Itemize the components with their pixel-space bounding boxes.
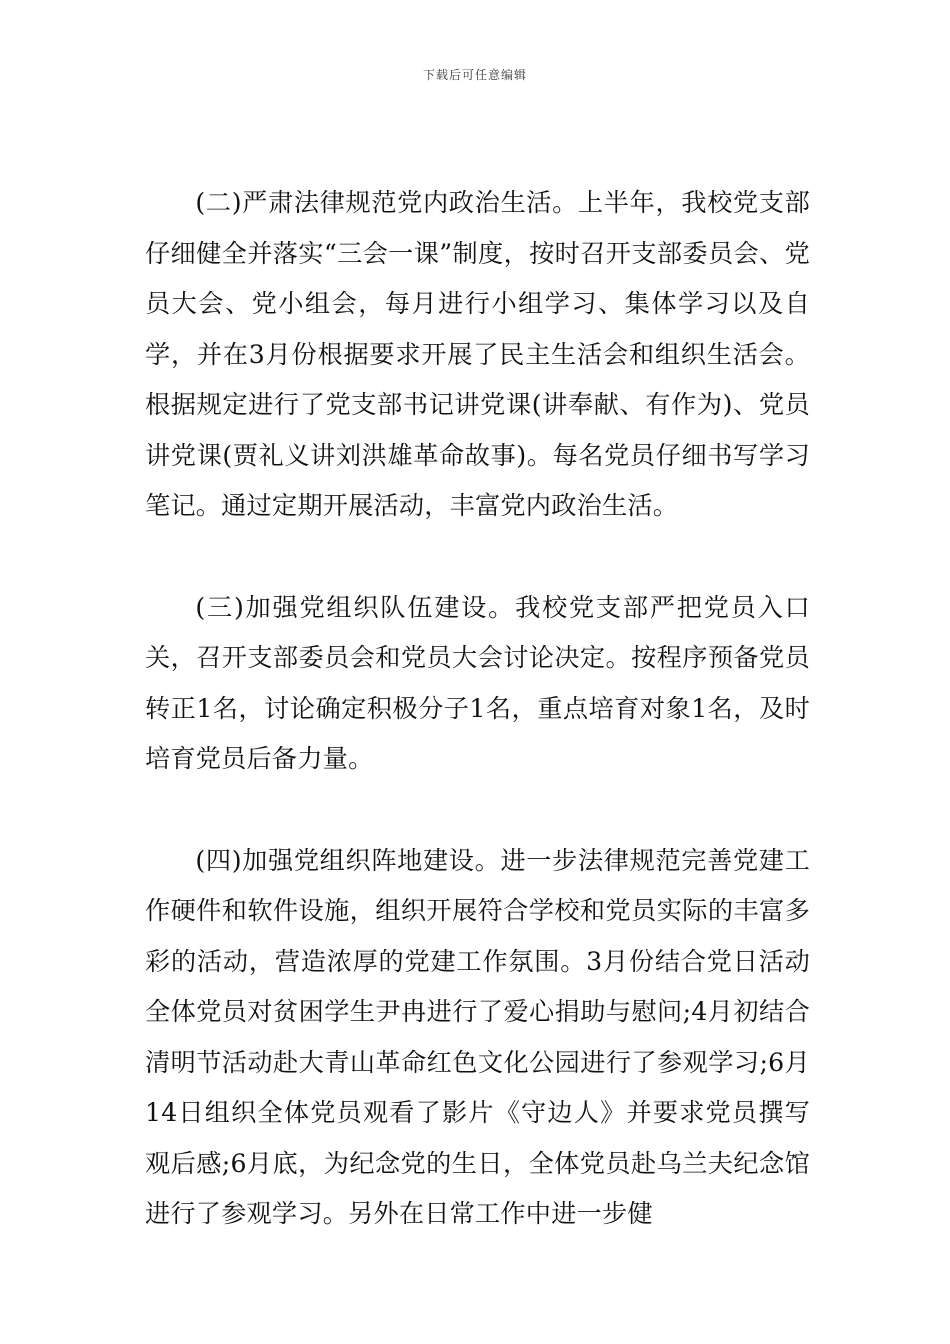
paragraph-party-team-building: (三)加强党组织队伍建设。我校党支部严把党员入口关，召开支部委员会和党员大会讨论决定。按程序预备党员转正1名，讨论确定积极分子1名，重点培育对象1名，及时培育党员后备力量。: [145, 592, 810, 773]
header-note: 下载后可任意编辑: [422, 68, 527, 82]
document-body: [145, 178, 810, 1291]
paragraph-party-position-building: (四)加强党组织阵地建设。进一步法律规范完善党建工作硬件和软件设施，组织开展符合学校和党员实际的丰富多彩的活动，营造浓厚的党建工作氛围。3月份结合党日活动全体党员对贫困学生尹冉进行了爱心捐助与慰问;4月初结合清明节活动赴大青山革命红色文化公园进行了参观学习;6月14日组织全体党员观看了影片《守边人》并要求党员撰写观后感;6月底，为纪念党的生日，全体党员赴乌兰夫纪念馆进行了参观学习。另外在日常工作中进一步健: [145, 845, 810, 1228]
paragraph-party-political-life: (二)严肃法律规范党内政治生活。上半年，我校党支部仔细健全并落实“三会一课”制度，按时召开支部委员会、党员大会、党小组会，每月进行小组学习、集体学习以及自学，并在3月份根据要求开展了民主生活会和组织生活会。根据规定进行了党支部书记讲党课(讲奉献、有作为)、党员讲党课(贾礼义讲刘洪雄革命故事)。每名党员仔细书写学习笔记。通过定期开展活动，丰富党内政治生活。: [145, 188, 810, 520]
